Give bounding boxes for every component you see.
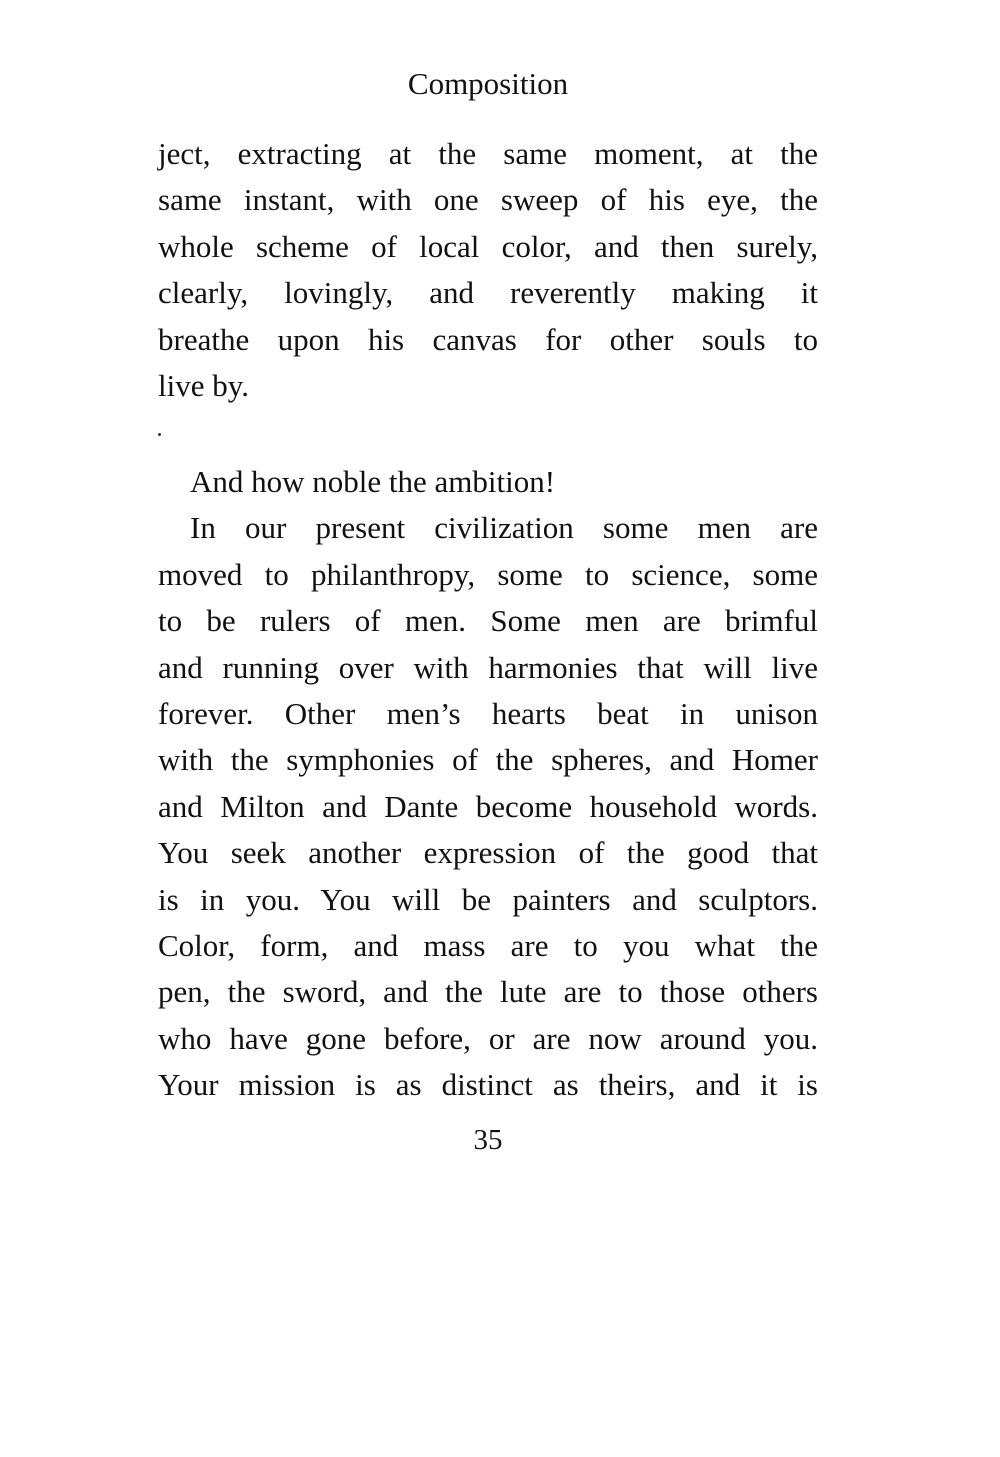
paragraph-continued [158,131,818,409]
text-line: Color, form, and mass are to you what the [158,927,818,963]
text-line: You seek another expression of the good that [158,835,818,871]
text-line: who have gone before, or are now around you. [158,1020,818,1056]
text-line: same instant, with one sweep of his eye, the [158,182,818,218]
text-line: pen, the sword, and the lute are to those others [158,974,818,1010]
text-line: live by. [158,367,249,403]
text-line: forever. Other men’s hearts beat in unison [158,695,818,731]
text-line: clearly, lovingly, and reverently making it [158,275,818,311]
text-line: whole scheme of local color, and then surely, [158,228,818,264]
text-line: breathe upon his canvas for other souls to [158,321,818,357]
text-line: and Milton and Dante become household words. [158,788,818,824]
text-line: with the symphonies of the spheres, and Homer [158,742,818,778]
text-line: Your mission is as distinct as theirs, and it is [158,1067,818,1103]
text-line: moved to philanthropy, some to science, some [158,556,818,592]
page-number: 35 [473,1124,503,1156]
text-line: and running over with harmonies that will live [158,649,818,685]
paragraph-body [158,459,818,1108]
text-line: is in you. You will be painters and sculptors. [158,881,818,917]
running-head: Composition [407,66,569,101]
text-line: to be rulers of men. Some men are brimful [158,603,818,639]
text-line: ject, extracting at the same moment, at the [158,136,818,171]
text-line: In our present civilization some men are [190,510,818,546]
text-line: And how noble the ambition! [190,464,556,499]
ink-speck [158,433,161,436]
